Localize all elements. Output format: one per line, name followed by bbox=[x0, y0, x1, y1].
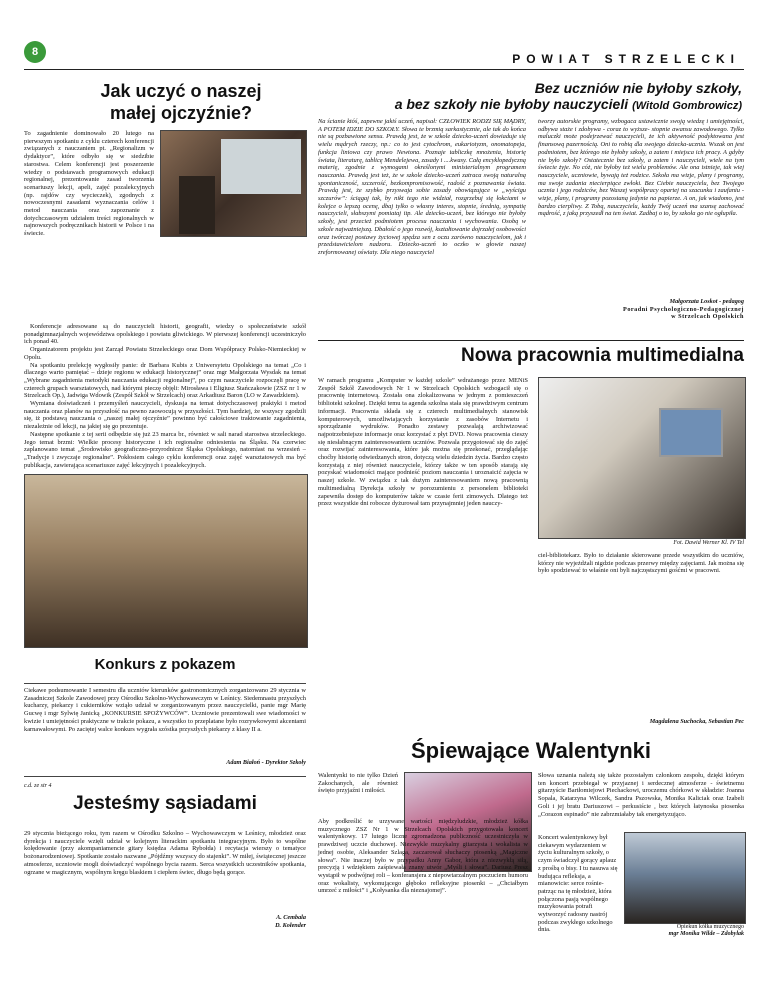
art2-col2: tworzy autorskie programy, wzbogaca ustawicznie swoją wiedzę i umiejętności, odbywa staże i zdobywa - coraz to wyższe- stopnie awansu zawodowego. Tylko maluczki może podejrzewać nauczycieli, że ich aktywność podyktowana jest finansową pazernością. Oni to robią dla swojego dziecka-ucznia. Wszak on jest podmiotem, bez którego nie byłoby szkoły, a zatem i miejsca ich pracy. A gdyby nie było szkoły? Ostatecznie bez szkoły, a zatem i nauczycieli, wiele na tym świecie żyje. No cóż, nie byłoby też wielu problemów. Ale ona istnieje, tak wiej nauczyciele, uczniowie, bywają też rodzice. Szkoła ma wizje, plany i programy, ma swoje zadania niecierpiące zwłoki. Bez Ciebie nauczycielu, bez Twojego ucznia i jego rodziców, bez Waszej współpracy opartej na szacunku i zaufaniu - wizje, plany, i programy pozostaną jedynie na papierze. A on, jak wiadomo, jest bardzo cierpliwy. Z Tobą, nauczycielu, każdy Twój uczeń ma szansę zachować mądrość, z jaką przyszedł na ten świat. Zadbaj o to, by szkoła go nie ogłupiła. bbox=[538, 118, 744, 218]
art6-colB bbox=[318, 818, 528, 918]
art1-para: Organizatorem projektu jest Zarząd Powiatu Strzeleckiego oraz Dom Współpracy Polsko-Niemieckiej w Opolu. bbox=[24, 346, 306, 361]
page-number: 8 bbox=[24, 41, 46, 63]
audience-photo bbox=[24, 474, 308, 648]
lectern bbox=[179, 176, 215, 234]
art3-title: Nowa pracownia multimedialna bbox=[461, 345, 744, 366]
art2-title-text: a bez szkoły nie byłoby nauczycieli bbox=[394, 96, 629, 112]
monitor-screen bbox=[659, 408, 723, 457]
art6-title: Śpiewające Walentynki bbox=[410, 738, 652, 763]
art2-signature bbox=[560, 298, 744, 321]
art6-colB-text: Aby podkreślić te urzywane wartości międzyludzkie, młodzież kółka muzycznego ZSZ Nr 1 w Strzelcach Opolskich przygotowała koncert walentynkowy. 17 lutego liczne zgromadzona publiczność uczestniczyła w prawdziwej uczcie duchowej. Niezwykle muzykalny gitarzysta i wokalista w jednej osobie, Aleksander Szlaga, zaczarował słuchaczy piosenką „Magiczne słowa”. Nie inaczej było w przypadku Anny Gabor, która z niezwykłą siłą, precyzją i wdziękiem zaśpiewała znany utwór „Myśli i słowa”. Dariusz Presz wystąpił w podwójnej roli – konferansjera z niepowtarzalnym poczuciem humoru oraz wokalisty, wykonującego głęboko refleksyjne piosenki – „Chciałbym umrzeć z miłości” i „Kołysanka dla nieznajomej”. bbox=[318, 818, 528, 895]
art4-body: Ciekawe podsumowanie I semestru dla uczniów kierunków gastronomicznych zorganizowano 29 stycznia w Zasadniczej Szkole Zawodowej przy Ośrodku Szkolno-Wychowawczym w Leśnicy. Siedemnastu przyszłych kucharzy, piekarzy i cukierników wziąło udział w zorganizowanym przez nauczycielki, panie mgr Marię Gucwę i mgr Sylwię Janicką „KONKURSIE SPOŻYWCÓW”. Uczniowie prezentowali swe wiadomości w kwizie i umiejętności praktyczne w trakcie pokazu, a wszystko to przeplatane było rozrywkowymi akcentami karnawałowymi. Po zaciętej walce konkurs wygrała szóstka przyszłych piekarzy z klasy II a. bbox=[24, 687, 306, 733]
art6-colA: Walentynki to nie tylko Dzień Zakochanych, ale również święto przyjaźni i miłości. bbox=[318, 772, 398, 795]
art6-caption-line2: mgr Monika Wilde – Zdobylak bbox=[668, 931, 744, 937]
art6-caption bbox=[620, 924, 744, 938]
art6-caption-line1: Opiekun kółka muzycznego bbox=[676, 924, 744, 930]
concert-photo-2 bbox=[624, 832, 746, 924]
art2-title-line2 bbox=[322, 96, 742, 114]
art5-sig1: A. Cembala bbox=[276, 914, 306, 921]
art3-col2: ciel-bibliotekarz. Było to działanie skierowane przede wszystkim do uczniów, którzy nie wyjeżdżali nigdzie podczas przerwy między zajęciami. Jak można się było spodziewać to właśnie oni byli najczęstszymi gośćmi w pracowni. bbox=[538, 552, 744, 575]
art5-title: Jesteśmy sąsiadami bbox=[73, 793, 257, 814]
art4-continued: c.d. ze str 4 bbox=[24, 783, 52, 789]
art6-colD: Koncert walentynkowy był ciekawym wydarzeniem w życiu kulturalnym szkoły, o czym świadczył gorący aplauz z prośbą o bisy. I tu nasuwa się budująca refleksja, a mianowicie: serce rośnie- patrząc na tę młodzież, która połączona pasją wspólnego muzykowania potrafi wytworzyć radosny nastrój podczas zwykłego szkolnego dnia. bbox=[538, 834, 618, 934]
art1-body bbox=[24, 323, 306, 473]
masthead: POWIAT STRZELECKI bbox=[512, 52, 740, 66]
art2-sig-org1: Poradni Psychologiczno-Pedagogicznej bbox=[623, 305, 744, 313]
art3-rule bbox=[318, 340, 744, 341]
conference-photo bbox=[160, 130, 307, 237]
art4-signature: Adam Białoń - Dyrektor Szkoły bbox=[226, 759, 306, 766]
art5-body: 29 stycznia bieżącego roku, tym razem w Ośrodku Szkolno – Wychowawczym w Leśnicy, młodzież oraz dyrekcja i nauczyciele wzięli udział w kolejnym literackim spotkaniu integracyjnym. Było to wspólne kolędowanie (przy akompaniamencie gitary księdza Adama Rybołda) i recytacja wierszy o tematyce bożonarodzeniowej. Spotkanie zostało nazwane „Pójdźmy wszyscy do stajenki”. W miłej, świątecznej jeszcze atmosferze, uczniowie mogli doświadczyć wspólnego bycia razem. Serca wszystkich uczestników spotkania, ogrzane w magicznym, wspólnym kręgu blaskiem i ciepłem świec, długo będą gorące. bbox=[24, 830, 306, 876]
art2-title-line1: Bez uczniów nie byłoby szkoły, bbox=[534, 80, 742, 96]
art4-title: Konkurs z pokazem bbox=[94, 656, 236, 673]
art1-para: Następne spotkanie z tej serii odbędzie się już 23 marca br., również w sali narad starostwa strzeleckiego. Jego temat brzmi: Wielkie procesy historyczne i ich regionalne odniesienia na Śląsku. Na czerwiec zaplanowano temat „Środowisko geograficzno-przyrodnicze Śląska Opolskiego, natomiast na wrzesień – „Tradycje i zwyczaje regionalne”. Pokłosiem całego cyklu konferencji oraz zajęć warsztatowych ma być publikacja, zawierająca scenariusze zajęć lekcyjnych i pozalekcyjnych. bbox=[24, 430, 306, 469]
header-rule bbox=[24, 69, 744, 70]
art3-signature: Magdalena Suchocka, Sebastian Pec bbox=[649, 718, 744, 725]
projection-screen bbox=[221, 139, 301, 194]
art1-title: Jak uczyć o naszej małej ojczyźnie? bbox=[100, 81, 262, 123]
art1-para: Wymiana doświadczeń i przemyśleń nauczycieli, dyskusja na temat dotychczasowej praktyki i metod nauczania oraz planów na przyszłość na pewno zaowocują w przyszłości. Tym bardziej, że wszyscy zgodzili się, iż podstawą nauczania o „naszej małej ojczyźnie” powinno być całościowe traktowanie zagadnienia, niezależnie od lekcji, na jakiej się go prezentuje. bbox=[24, 400, 306, 431]
art3-col1: W ramach programu „Komputer w każdej szkole” wdrażanego przez MENiS Zespół Szkół Zawodowych Nr 1 w Strzelcach Opolskich wzbogacił się o pracownię internetową. Została ona zlokalizowana w jednym z pomieszczeń biblioteki szkolnej. Dzięki temu ta agenda szkolna stała się prawdziwym centrum informacji. Pracownia składa się z czterech multimedialnych stanowisk komputerowych, umożliwiających korzystanie z zasobów Internetu i sporządzanie wydruków. Ponadto zestawy pozwalają archiwizować najpotrzebniejsze informacje oraz korzystać z płyt DVD. Nowa pracownia cieszy się niesłabnącym zainteresowaniem uczniów. Pozwala przygotować się do zajęć oraz rozwijać zainteresowania, które jak można się przekonać, przeglądając choćby historię odwiedzanych stron, dotyczą wielu dziedzin życia. Bardzo często korzystają z niej również nauczyciele, którzy także w ten sposób starają się pozyskać wiadomości mające podnieść poziom nauczania i uroznaicić zajęcia w naszej szkole. W związku z tak dużym zainteresowaniem nową pracownią multimedialną Dyrekcja szkoły w porozumieniu z personelem biblioteki zapewniła dostęp do komputerów także w czasie ferii zimowych. Dlatego też przez wszystkie dni robocze dyżurował tam przynajmniej jeden nauczy- bbox=[318, 377, 528, 508]
art2-col1: Na ścianie któś, zapewne jakiś uczeń, napisał: CZŁOWIEK RODZI SIĘ MĄDRY, A POTEM IDZIE DO SZKOŁY. Słowa te brzmią sarkastycznie, ale tak do końca nie są pozbawione sensu. Prawdą jest, że w szkole dziecko-uczeń dowiaduje się wielu mądrych rzeczy, np.: co to jest cytochrom, eukariotyzm, onomatopeja, funkcja liniowa czy prawo Newtona. Poznaje tabliczkę mnożenia, historię świata, literaturę, tablicę Mendelejewa, zasady i ....kwasy. Całą encyklopedyczną materię, zgodnie z wymogami określonymi ministerialnym programem nauczania. Prawdą jest też, że w szkole dziecko-uczeń zatraca swoją naturalną spontaniczność, szczerość, bezkompromisowość, radość z poznawania świata. Prawdą jest, że szybko przyswaja sobie zasady obowiązujące w „wyścigu szczurów”: ściągaj tak, by nikt tego nie widział, rozgrzebuj się łokciami w kolejce o lepszą ocenę, dbaj tylko o własny interes, stopnie, średnią, sympatię nauczycieli, słabszymi pomiataj itp. Ale dziecko-uczeń, bez którego nie byłoby szkoły, jest przecież podmiotem procesu nauczania i wychowania. Osobą w szkole najważniejszą. Dbałość o jego rozwój, kształtowanie dojrzałej osobowości oraz twórczej postawy życiowej spędza sen z oczu zarówno nauczycielom, jak i przedstawicielom nadzoru. Dziecko-uczeń to oczko w głowie naszej zreformowanej oświaty. Dla niego nauczyciel bbox=[318, 118, 527, 256]
art5-signatures bbox=[200, 914, 306, 929]
art1-intro: To zagadnienie dominowało 20 lutego na pierwszym spotkaniu z cyklu czterech konferencji związanych z nauczaniem pt. „Regionalizm w dydaktyce”, które odbyło się w siedzibie starostwa. Celem konferencji jest poszerzenie wiedzy o podstawach programowych edukacji regionalnej, prezentowanie zasad tworzenia scenariuszy lekcji, apeli, zajęć pozalekcyjnych (np. rajdów czy wycieczek), zgodnych z nowoczesnymi zasadami wyznaczania celów i metod nauczania oraz zapoznanie z dotychczasowym udziałem treści regionalnych w najnowszych podręcznikach historii w Polsce i na świecie. bbox=[24, 130, 154, 238]
art2-sig-name: Małgorzata Loskot - pedagog bbox=[669, 298, 744, 305]
art4-box bbox=[24, 683, 306, 777]
art2-sig-org2: w Strzelcach Opolskich bbox=[671, 313, 744, 320]
art1-para: Na spotkaniu prelekcję wygłosiły panie: dr Barbara Kubis z Uniwersytetu Opolskiego na temat „Co i dlaczego warto pamiętać – dzieje regionu w edukacji historycznej” oraz mgr Małgorzata Wysdak na temat „Wybrane zagadnienia metodyki nauczania edukacji regionalnej”, po czym nauczyciele rozpoczęli pracę w czterech grupach warsztatowych, nad którymi pieczę objęli: Mirosława i Eligiusz Stańczakowie (ZSZ nr 1 w Strzelcach Op.), Jadwiga Wdowik (Zespół Szkół w Strzelcach) oraz Arkadiusz Baron (LO w Zawadzkiem). bbox=[24, 361, 306, 400]
art3-photo-caption: Fot. Dawid Werner Kl. IV Tel bbox=[673, 540, 744, 546]
students-computer-photo bbox=[538, 377, 746, 539]
art2-author: (Witold Gombrowicz) bbox=[632, 100, 742, 112]
art1-para: Konferencje adresowane są do nauczycieli historii, geografii, wiedzy o społeczeństwie szkół ponadgimnazjalnych województwa opolskiego i powiatu gliwickiego. W pierwszej konferencji uczestniczyło ich ponad 40. bbox=[24, 323, 306, 346]
art6-colC: Słowa uznania należą się także pozostałym członkom zespołu, dzięki którym ten koncert przebiegał w przyjaznej i serdecznej atmosferze - świetnemu gitarzyście Bartłomiejowi Piechackowi, uroczemu chórkowi w składzie: Joanna Sopala, Katarzyna Wilczek, Sandra Pszowska, Monika Kaliciak oraz Izabeli Goli i jej bratu Dariuszowi – perkusiście , bez których łatynoska piosenka „Corazon espinado” nie zabrzmiałaby tak energetyzująco. bbox=[538, 772, 744, 818]
art5-sig2: D. Kołender bbox=[275, 921, 306, 929]
